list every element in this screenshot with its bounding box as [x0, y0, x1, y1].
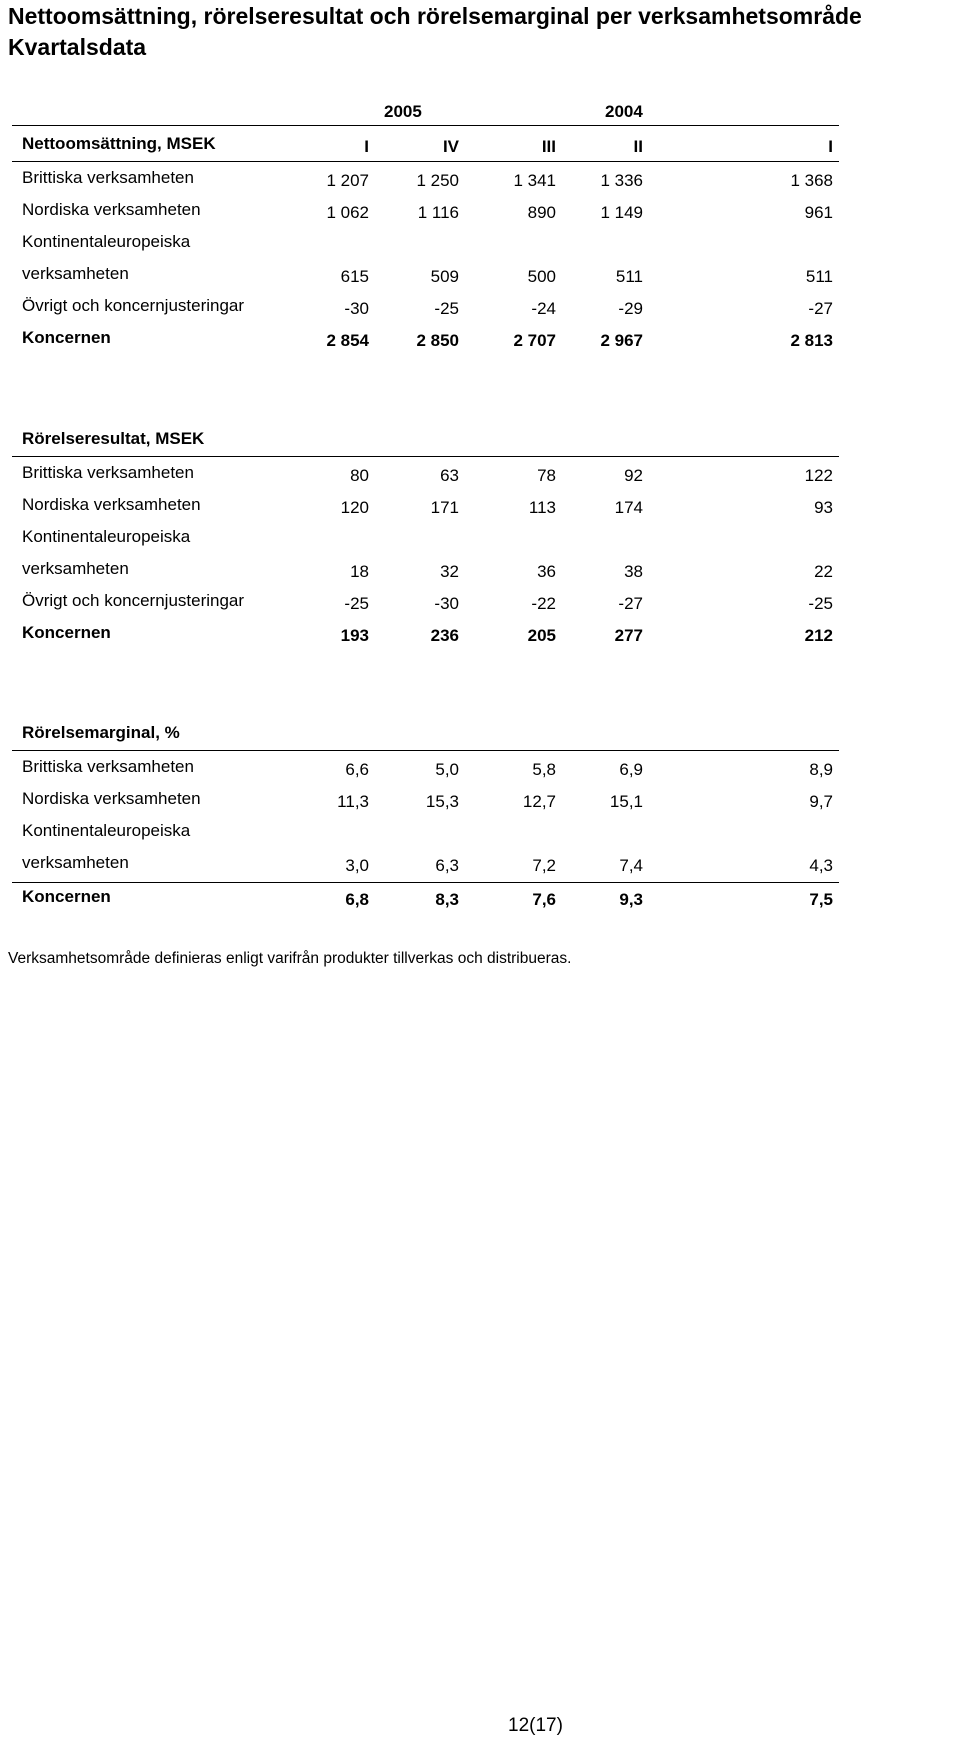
cell: 9,7: [809, 792, 833, 811]
year-2005: 2005: [384, 102, 422, 121]
cell: 7,2: [532, 856, 556, 875]
cell: 236: [430, 626, 459, 645]
row-label: Kontinentaleuropeiska: [22, 821, 191, 840]
cell: 6,6: [345, 760, 369, 779]
row-label: Koncernen: [22, 887, 111, 906]
cell: -27: [618, 594, 643, 613]
cell: 615: [340, 267, 369, 286]
row-label: Nordiska verksamheten: [22, 495, 201, 514]
cell: 113: [528, 498, 556, 517]
cell: 193: [340, 626, 369, 645]
cell: -30: [344, 299, 369, 318]
cell: -22: [531, 594, 556, 613]
cell: 18: [350, 562, 369, 581]
cell: 1 250: [416, 171, 459, 190]
cell: 7,5: [809, 890, 833, 909]
cell: -30: [434, 594, 459, 613]
table-row: [12, 585, 839, 617]
cell: 6,3: [435, 856, 459, 875]
cell: 511: [805, 267, 833, 286]
cell: 11,3: [337, 792, 369, 811]
quarter-header: II: [633, 137, 643, 156]
cell: -27: [808, 299, 833, 318]
cell: 12,7: [522, 792, 556, 811]
footnote: Verksamhetsområde definieras enligt varifrån produkter tillverkas och distribueras.: [8, 950, 572, 967]
cell: 277: [614, 626, 643, 645]
cell: -25: [808, 594, 833, 613]
table-row: [12, 457, 839, 489]
row-label: Övrigt och koncernjusteringar: [22, 296, 245, 315]
cell: 8,3: [435, 890, 459, 909]
cell: 3,0: [345, 856, 369, 875]
cell: 15,3: [425, 792, 459, 811]
table-row-total: [12, 881, 839, 913]
cell: 1 368: [790, 171, 833, 190]
page-title: Nettoomsättning, rörelseresultat och rörelsemarginal per verksamhetsområde: [8, 3, 862, 29]
section-header-row: [12, 423, 839, 455]
cell: 6,9: [619, 760, 643, 779]
row-label: verksamheten: [22, 264, 129, 283]
cell: 9,3: [619, 890, 643, 909]
cell: 2 813: [790, 331, 833, 350]
table-row: [12, 489, 839, 521]
row-label: Brittiska verksamheten: [22, 168, 194, 187]
page-number: 12(17): [508, 1715, 563, 1736]
cell: 1 149: [600, 203, 643, 222]
row-label: Kontinentaleuropeiska: [22, 232, 191, 251]
cell: 1 336: [600, 171, 643, 190]
cell: -29: [618, 299, 643, 318]
section-heading: Nettoomsättning, MSEK: [22, 134, 216, 153]
quarter-header: IV: [442, 137, 459, 156]
row-label: Nordiska verksamheten: [22, 200, 201, 219]
cell: -25: [434, 299, 459, 318]
cell: -25: [344, 594, 369, 613]
row-label: Kontinentaleuropeiska: [22, 527, 191, 546]
cell: 511: [615, 267, 643, 286]
cell: 500: [527, 267, 556, 286]
quarter-header: I: [364, 137, 369, 156]
cell: 961: [804, 203, 833, 222]
cell: 1 062: [326, 203, 369, 222]
cell: 2 850: [416, 331, 459, 350]
cell: 509: [430, 267, 459, 286]
row-label: verksamheten: [22, 559, 129, 578]
cell: 78: [537, 466, 556, 485]
row-label: Brittiska verksamheten: [22, 463, 194, 482]
cell: 120: [340, 498, 369, 517]
cell: 15,1: [609, 792, 643, 811]
cell: 174: [614, 498, 643, 517]
cell: -24: [531, 299, 556, 318]
cell: 2 707: [513, 331, 556, 350]
cell: 205: [527, 626, 556, 645]
row-label: Koncernen: [22, 328, 111, 347]
section-operating-profit: [12, 423, 839, 649]
table-row: [12, 847, 839, 879]
cell: 32: [440, 562, 459, 581]
cell: 4,3: [809, 856, 833, 875]
cell: 2 967: [600, 331, 643, 350]
row-label: Nordiska verksamheten: [22, 789, 201, 808]
cell: 122: [804, 466, 833, 485]
cell: 1 207: [326, 171, 369, 190]
cell: 80: [350, 466, 369, 485]
cell: 1 116: [417, 203, 459, 222]
cell: 92: [624, 466, 643, 485]
table-row: [12, 521, 839, 553]
cell: 5,8: [532, 760, 556, 779]
table-row: [12, 226, 839, 258]
section-heading: Rörelseresultat, MSEK: [22, 429, 205, 448]
row-label: Koncernen: [22, 623, 111, 642]
table-row-total: [12, 617, 839, 649]
quarter-header: I: [828, 137, 833, 156]
cell: 93: [814, 498, 833, 517]
cell: 63: [440, 466, 459, 485]
cell: 7,6: [532, 890, 556, 909]
cell: 8,9: [809, 760, 833, 779]
year-2004: 2004: [605, 102, 643, 121]
cell: 2 854: [326, 331, 369, 350]
table-row-total: [12, 322, 839, 354]
cell: 36: [537, 562, 556, 581]
header-rule: [12, 125, 839, 126]
table-row: [12, 194, 839, 226]
table-row: [12, 751, 839, 783]
table-row: [12, 258, 839, 290]
section-net-sales: [12, 128, 839, 354]
cell: 5,0: [435, 760, 459, 779]
cell: 212: [804, 626, 833, 645]
row-label: verksamheten: [22, 853, 129, 872]
cell: 171: [430, 498, 459, 517]
cell: 22: [814, 562, 833, 581]
cell: 7,4: [619, 856, 643, 875]
row-label: Övrigt och koncernjusteringar: [22, 591, 245, 610]
table-row: [12, 815, 839, 847]
table-row: [12, 162, 839, 194]
table-row: [12, 783, 839, 815]
section-header-row: [12, 128, 839, 160]
section-header-row: [12, 717, 839, 749]
cell: 1 341: [513, 171, 556, 190]
row-label: Brittiska verksamheten: [22, 757, 194, 776]
table-row: [12, 290, 839, 322]
table-row: [12, 553, 839, 585]
cell: 38: [624, 562, 643, 581]
section-heading: Rörelsemarginal, %: [22, 723, 180, 742]
cell: 6,8: [345, 890, 369, 909]
section-operating-margin: [12, 717, 839, 913]
page-subtitle: Kvartalsdata: [8, 34, 147, 60]
cell: 890: [527, 203, 556, 222]
quarter-header: III: [541, 137, 556, 156]
